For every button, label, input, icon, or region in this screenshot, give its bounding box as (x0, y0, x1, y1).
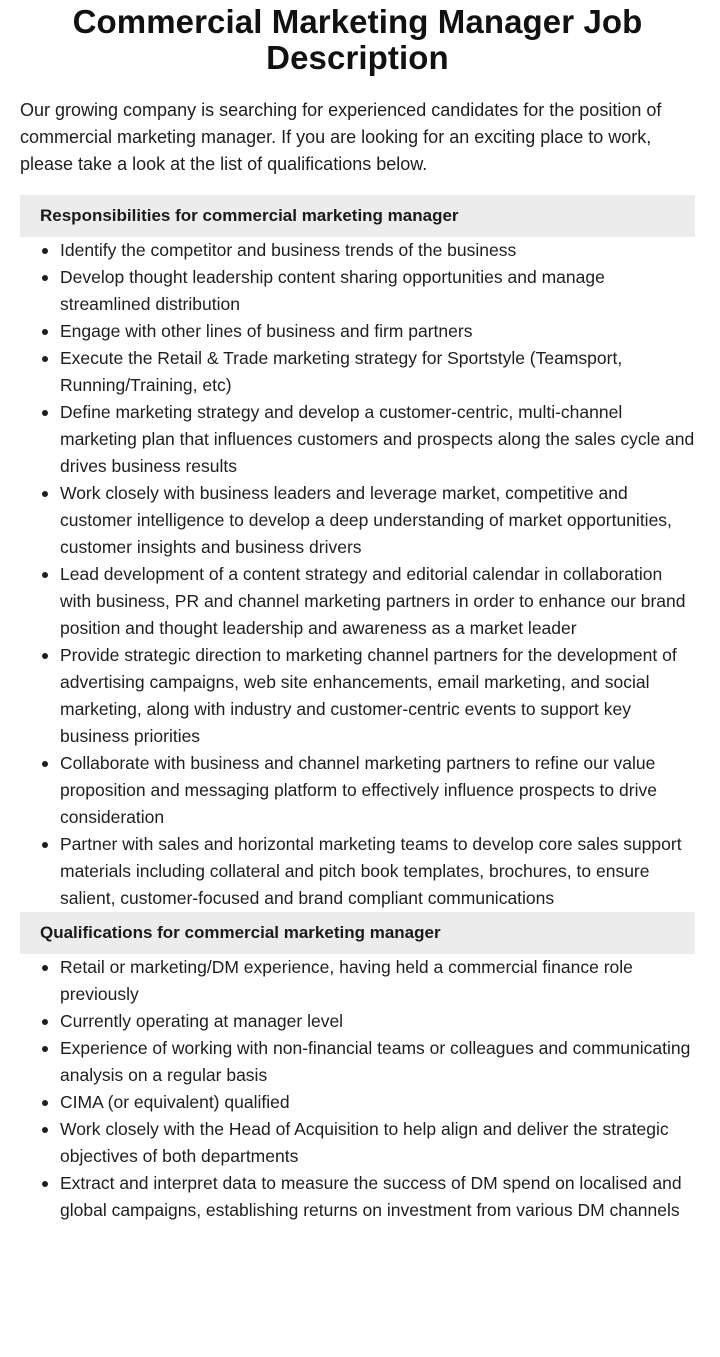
list-item (20, 831, 695, 912)
list-item-text: Work closely with business leaders and leverage market, competitive and customer intelligence to develop a deep understanding of market opportunities, customer insights and business drivers (60, 483, 672, 557)
list-item-text: Retail or marketing/DM experience, having held a commercial finance role previously (60, 957, 633, 1004)
list-item-text: Lead development of a content strategy and editorial calendar in collaboration with business, PR and channel marketing partners in order to enhance our brand position and thought leadership and awareness as a market leader (60, 564, 686, 638)
list-item-text: Identify the competitor and business trends of the business (60, 240, 517, 260)
list-item (20, 345, 695, 399)
list-item (20, 1008, 695, 1035)
list-item-text: Execute the Retail & Trade marketing strategy for Sportstyle (Teamsport, Running/Training, etc) (60, 348, 623, 395)
list-item (20, 954, 695, 1008)
list-item-text: Engage with other lines of business and firm partners (60, 321, 473, 341)
bullet-icon (42, 1181, 48, 1187)
list-item (20, 399, 695, 480)
list-item (20, 750, 695, 831)
list-item (20, 642, 695, 750)
responsibilities-list (20, 237, 695, 912)
bullet-icon (42, 761, 48, 767)
list-item-text: Define marketing strategy and develop a customer-centric, multi-channel marketing plan that influences customers and prospects along the sales cycle and drives business results (60, 402, 695, 476)
bullet-icon (42, 248, 48, 254)
list-item (20, 480, 695, 561)
bullet-icon (42, 1127, 48, 1133)
list-item-text: Work closely with the Head of Acquisition to help align and deliver the strategic objectives of both departments (60, 1119, 669, 1166)
list-item-text: Develop thought leadership content sharing opportunities and manage streamlined distribution (60, 267, 605, 314)
list-item (20, 1035, 695, 1089)
list-item (20, 561, 695, 642)
page-title: Commercial Marketing Manager Job Description (72, 3, 643, 76)
bullet-icon (42, 653, 48, 659)
list-item-text: Extract and interpret data to measure the success of DM spend on localised and global campaigns, establishing returns on investment from various DM channels (60, 1173, 682, 1220)
bullet-icon (42, 329, 48, 335)
list-item (20, 1089, 695, 1116)
bullet-icon (42, 356, 48, 362)
bullet-icon (42, 1100, 48, 1106)
bullet-icon (42, 1046, 48, 1052)
responsibilities-heading: Responsibilities for commercial marketing manager (20, 195, 695, 237)
bullet-icon (42, 410, 48, 416)
list-item-text: Partner with sales and horizontal marketing teams to develop core sales support materials including collateral and pitch book templates, brochures, to ensure salient, customer-focused and brand compliant communications (60, 834, 682, 908)
list-item-text: CIMA (or equivalent) qualified (60, 1092, 290, 1112)
list-item (20, 1116, 695, 1170)
list-item-text: Experience of working with non-financial teams or colleagues and communicating analysis on a regular basis (60, 1038, 691, 1085)
bullet-icon (42, 1019, 48, 1025)
list-item-text: Currently operating at manager level (60, 1011, 344, 1031)
bullet-icon (42, 965, 48, 971)
list-item (20, 264, 695, 318)
qualifications-list (20, 954, 695, 1224)
list-item (20, 237, 695, 264)
list-item (20, 318, 695, 345)
bullet-icon (42, 491, 48, 497)
bullet-icon (42, 572, 48, 578)
bullet-icon (42, 275, 48, 281)
list-item-text: Provide strategic direction to marketing channel partners for the development of advertising campaigns, web site enhancements, email marketing, and social marketing, along with industry and customer-centric events to support key business priorities (60, 645, 677, 746)
qualifications-heading: Qualifications for commercial marketing manager (20, 912, 695, 954)
bullet-icon (42, 842, 48, 848)
list-item-text: Collaborate with business and channel marketing partners to refine our value proposition and messaging platform to effectively influence prospects to drive consideration (60, 753, 657, 827)
list-item (20, 1170, 695, 1224)
intro-paragraph: Our growing company is searching for experienced candidates for the position of commercial marketing manager. If you are looking for an exciting place to work, please take a look at the list of qualifications below. (20, 100, 662, 174)
